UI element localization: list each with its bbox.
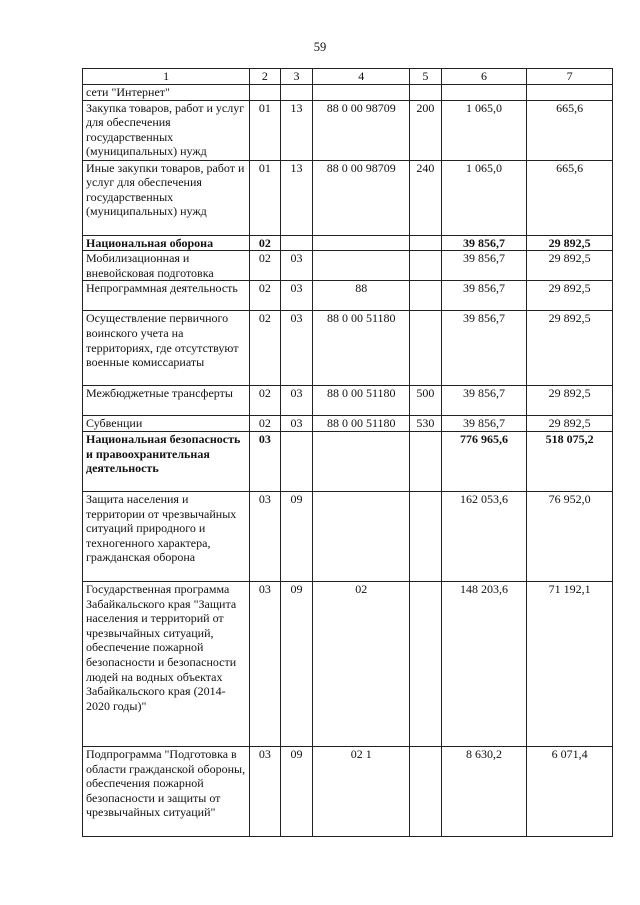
- expense-type-cell: [410, 746, 442, 836]
- target-article-cell: 88: [313, 281, 410, 311]
- column-header: 5: [410, 69, 442, 85]
- amount-plan-cell: 776 965,6: [441, 431, 527, 491]
- table-row: [83, 251, 613, 281]
- subsection-code-cell: 03: [280, 251, 313, 281]
- expense-type-cell: [410, 235, 442, 251]
- target-article-cell: 02 1: [313, 746, 410, 836]
- amount-actual-cell: 71 192,1: [527, 581, 613, 746]
- amount-actual-cell: 665,6: [527, 100, 613, 160]
- section-code-cell: 02: [250, 386, 281, 416]
- column-header: 4: [313, 69, 410, 85]
- amount-actual-cell: 6 071,4: [527, 746, 613, 836]
- expense-type-cell: [410, 431, 442, 491]
- target-article-cell: [313, 491, 410, 581]
- section-code-cell: 01: [250, 160, 281, 235]
- page-number: 59: [313, 40, 327, 54]
- subsection-code-cell: [280, 431, 313, 491]
- amount-plan-cell: 39 856,7: [441, 235, 527, 251]
- amount-actual-cell: 29 892,5: [527, 251, 613, 281]
- amount-actual-cell: 29 892,5: [527, 416, 613, 432]
- section-code-cell: 02: [250, 281, 281, 311]
- subsection-code-cell: [280, 85, 313, 101]
- table-row: [83, 85, 613, 101]
- table-row: [83, 386, 613, 416]
- row-name-cell: Осуществление первичного воинского учета на территориях, где отсутствуют военные комиссариаты: [83, 311, 250, 386]
- expense-type-cell: [410, 491, 442, 581]
- section-code-cell: 03: [250, 431, 281, 491]
- amount-plan-cell: 39 856,7: [441, 386, 527, 416]
- target-article-cell: 02: [313, 581, 410, 746]
- subsection-code-cell: 13: [280, 160, 313, 235]
- table-row: [83, 311, 613, 386]
- target-article-cell: [313, 235, 410, 251]
- row-name-cell: Защита населения и территории от чрезвычайных ситуаций природного и техногенного характера, гражданская оборона: [83, 491, 250, 581]
- subsection-code-cell: 13: [280, 100, 313, 160]
- amount-actual-cell: 76 952,0: [527, 491, 613, 581]
- amount-actual-cell: 29 892,5: [527, 281, 613, 311]
- target-article-cell: [313, 85, 410, 101]
- amount-plan-cell: 162 053,6: [441, 491, 527, 581]
- subsection-code-cell: 09: [280, 746, 313, 836]
- amount-plan-cell: 148 203,6: [441, 581, 527, 746]
- table-row: [83, 235, 613, 251]
- section-code-cell: 03: [250, 746, 281, 836]
- column-header: 7: [527, 69, 613, 85]
- amount-plan-cell: 8 630,2: [441, 746, 527, 836]
- expense-type-cell: 200: [410, 100, 442, 160]
- target-article-cell: 88 0 00 98709: [313, 160, 410, 235]
- header-row: [83, 69, 613, 85]
- target-article-cell: [313, 431, 410, 491]
- expense-type-cell: 530: [410, 416, 442, 432]
- target-article-cell: 88 0 00 98709: [313, 100, 410, 160]
- subsection-code-cell: 03: [280, 281, 313, 311]
- target-article-cell: [313, 251, 410, 281]
- section-code-cell: [250, 85, 281, 101]
- row-name-cell: Национальная безопасность и правоохранительная деятельность: [83, 431, 250, 491]
- subsection-code-cell: 09: [280, 581, 313, 746]
- column-header: 2: [250, 69, 281, 85]
- amount-plan-cell: 39 856,7: [441, 416, 527, 432]
- amount-actual-cell: 29 892,5: [527, 386, 613, 416]
- row-name-cell: Межбюджетные трансферты: [83, 386, 250, 416]
- table-row: [83, 416, 613, 432]
- table-row: [83, 281, 613, 311]
- amount-plan-cell: 39 856,7: [441, 311, 527, 386]
- row-name-cell: Иные закупки товаров, работ и услуг для обеспечения государственных (муниципальных) нужд: [83, 160, 250, 235]
- section-code-cell: 02: [250, 251, 281, 281]
- subsection-code-cell: 03: [280, 416, 313, 432]
- expense-type-cell: [410, 281, 442, 311]
- row-name-cell: Национальная оборона: [83, 235, 250, 251]
- row-name-cell: Субвенции: [83, 416, 250, 432]
- amount-actual-cell: [527, 85, 613, 101]
- section-code-cell: 03: [250, 581, 281, 746]
- expense-type-cell: [410, 85, 442, 101]
- amount-plan-cell: 1 065,0: [441, 100, 527, 160]
- budget-table: [82, 68, 613, 837]
- row-name-cell: Подпрограмма "Подготовка в области гражданской обороны, обеспечения пожарной безопасности и защиты от чрезвычайных ситуаций": [83, 746, 250, 836]
- section-code-cell: 03: [250, 491, 281, 581]
- section-code-cell: 01: [250, 100, 281, 160]
- target-article-cell: 88 0 00 51180: [313, 386, 410, 416]
- row-name-cell: сети "Интернет": [83, 85, 250, 101]
- expense-type-cell: 500: [410, 386, 442, 416]
- subsection-code-cell: [280, 235, 313, 251]
- amount-actual-cell: 29 892,5: [527, 235, 613, 251]
- amount-plan-cell: 1 065,0: [441, 160, 527, 235]
- expense-type-cell: [410, 581, 442, 746]
- amount-actual-cell: 29 892,5: [527, 311, 613, 386]
- section-code-cell: 02: [250, 311, 281, 386]
- row-name-cell: Мобилизационная и вневойсковая подготовка: [83, 251, 250, 281]
- amount-actual-cell: 518 075,2: [527, 431, 613, 491]
- row-name-cell: Непрограммная деятельность: [83, 281, 250, 311]
- section-code-cell: 02: [250, 235, 281, 251]
- column-header: 6: [441, 69, 527, 85]
- target-article-cell: 88 0 00 51180: [313, 416, 410, 432]
- amount-plan-cell: 39 856,7: [441, 251, 527, 281]
- expense-type-cell: [410, 311, 442, 386]
- table-row: [83, 581, 613, 746]
- target-article-cell: 88 0 00 51180: [313, 311, 410, 386]
- table-row: [83, 491, 613, 581]
- table-row: [83, 160, 613, 235]
- amount-plan-cell: 39 856,7: [441, 281, 527, 311]
- expense-type-cell: 240: [410, 160, 442, 235]
- expense-type-cell: [410, 251, 442, 281]
- amount-plan-cell: [441, 85, 527, 101]
- table-row: [83, 431, 613, 491]
- row-name-cell: Государственная программа Забайкальского края "Защита населения и территорий от чрезвычайных ситуаций, обеспечение пожарной безопасности и безопасности людей на водных объектах Забайкальского края (2014-2020 годы)": [83, 581, 250, 746]
- subsection-code-cell: 03: [280, 311, 313, 386]
- section-code-cell: 02: [250, 416, 281, 432]
- column-header: 3: [280, 69, 313, 85]
- subsection-code-cell: 03: [280, 386, 313, 416]
- table-row: [83, 100, 613, 160]
- subsection-code-cell: 09: [280, 491, 313, 581]
- amount-actual-cell: 665,6: [527, 160, 613, 235]
- row-name-cell: Закупка товаров, работ и услуг для обеспечения государственных (муниципальных) нужд: [83, 100, 250, 160]
- table-row: [83, 746, 613, 836]
- column-header: 1: [83, 69, 250, 85]
